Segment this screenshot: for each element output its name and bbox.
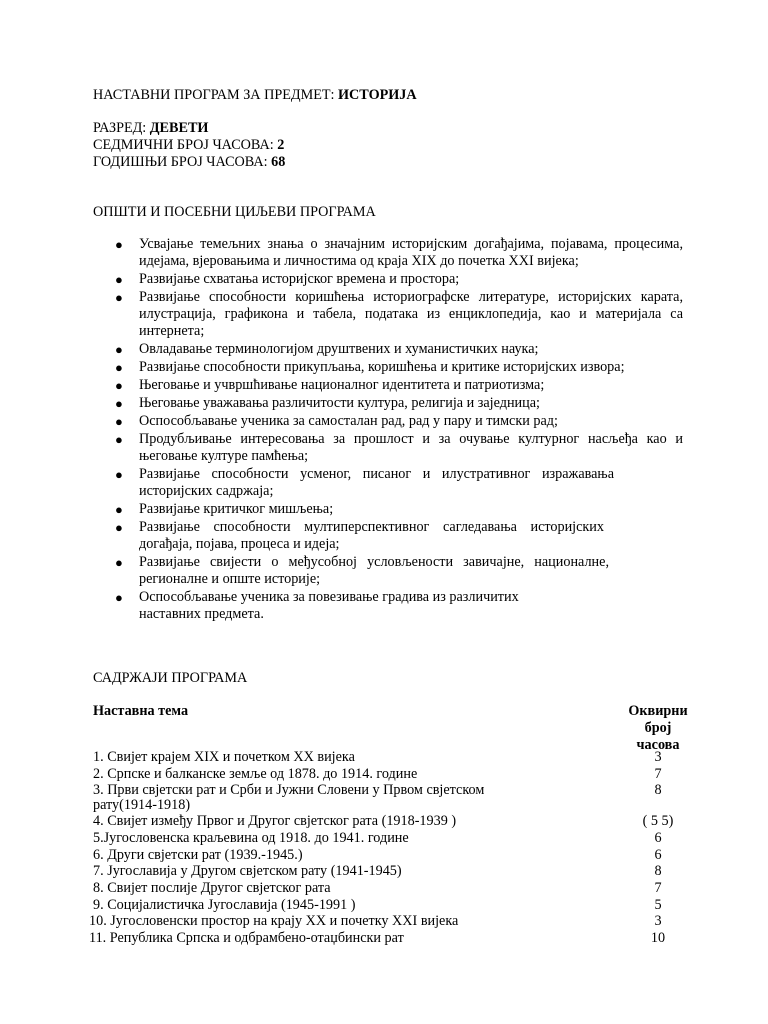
bullet-icon: ●: [115, 520, 123, 535]
list-item: ● Његовање уважавања различитости култура, религија и заједница;: [115, 395, 540, 411]
bullet-icon: ●: [115, 432, 123, 447]
table-row: 5.Југословенска краљевина од 1918. до 1941. године 6: [93, 830, 662, 846]
bullet-icon: ●: [115, 360, 123, 375]
yearly-hours-value: 68: [271, 154, 286, 170]
weekly-hours-line: [93, 137, 284, 154]
list-item: ● Развијање свијести о међусобној условљености завичајне, националне, регионалне и опште историје;: [115, 554, 609, 587]
bullet-icon: ●: [115, 290, 123, 305]
list-item: ● Развијање способности прикупљања, коришћења и критике историјских извора;: [115, 359, 625, 375]
list-item: ● Продубљивање интересовања за прошлост и за очување културног насљеђа као и његовање културе памћења;: [115, 431, 683, 464]
contents-heading: САДРЖАЈИ ПРОГРАМА: [93, 670, 248, 686]
goals-heading: ОПШТИ И ПОСЕБНИ ЦИЉЕВИ ПРОГРАМА: [93, 204, 376, 220]
grade-value: ДЕВЕТИ: [149, 120, 209, 136]
bullet-icon: ●: [115, 378, 123, 393]
table-row: 4. Свијет између Првог и Другог свјетског рата (1918-1939 ) ( 5 5): [93, 813, 674, 829]
list-item: ● Развијање способности коришћења историографске литературе, историјских карата, илустрација, графикона и табела, података из енциклопедија, као и материјала са интернета;: [115, 289, 683, 339]
weekly-hours-label: СЕДМИЧНИ БРОЈ ЧАСОВА:: [93, 137, 278, 153]
list-item: ● Његовање и учвршћивање националног идентитета и патриотизма;: [115, 377, 545, 393]
list-item: ● Развијање способности мултиперспективног сагледавања историјских догађаја, појава, процеса и идеја;: [115, 519, 604, 552]
weekly-hours-value: 2: [277, 137, 285, 153]
subject-name: ИСТОРИЈА: [338, 87, 417, 103]
bullet-icon: ●: [115, 467, 123, 482]
list-item: ● Оспособљавање ученика за самосталан рад, рад у пару и тимски рад;: [115, 413, 558, 429]
list-item: ● Развијање критичког мишљења;: [115, 501, 334, 517]
bullet-icon: ●: [115, 396, 123, 411]
bullet-icon: ●: [115, 555, 123, 570]
table-row: 10. Југословенски простор на крају XX и почетку XXI вијека 3: [89, 913, 662, 929]
list-item: ● Овладавање терминологијом друштвених и хуманистичких наука;: [115, 341, 539, 357]
list-item: ● Усвајање темељних знања о значајним историјским догађајима, појавама, процесима, идејама, вјеровањима и личностима од краја XIX до почетка XXI вијека;: [115, 236, 683, 269]
table-row: 7. Југославија у Другом свјетском рату (1941-1945) 8: [93, 863, 662, 879]
grade-line: [93, 120, 208, 137]
table-row: 3. Први свјетски рат и Срби и Јужни Словени у Првом свјетском рату(1914-1918) 8: [93, 782, 662, 813]
goals-list: [93, 236, 683, 624]
program-title: [93, 87, 417, 104]
bullet-icon: ●: [115, 342, 123, 357]
table-row: 8. Свијет послије Другог свјетског рата 7: [93, 880, 662, 896]
bullet-icon: ●: [115, 414, 123, 429]
grade-label: РАЗРЕД:: [93, 120, 150, 136]
table-row: 2. Српске и балканске земље од 1878. до 1914. године 7: [93, 766, 662, 782]
bullet-icon: ●: [115, 502, 123, 517]
hours-column-header: Оквирни број часова: [628, 703, 688, 753]
table-row: 1. Свијет крајем XIX и почетком XX вијека 3: [93, 749, 662, 765]
table-row: 9. Социјалистичка Југославија (1945-1991 ) 5: [93, 897, 662, 913]
program-title-prefix: НАСТАВНИ ПРОГРАМ ЗА ПРЕДМЕТ:: [93, 87, 339, 103]
list-item: ● Развијање схватања историјског времена и простора;: [115, 271, 460, 287]
table-row: 6. Други свјетски рат (1939.-1945.) 6: [93, 847, 662, 863]
topic-column-header: Наставна тема: [93, 703, 189, 719]
table-row: 11. Република Српска и одбрамбено-отаџбински рат 10: [89, 930, 666, 946]
list-item: ● Оспособљавање ученика за повезивање градива из различитих наставних предмета.: [115, 589, 519, 622]
bullet-icon: ●: [115, 590, 123, 605]
yearly-hours-line: [93, 154, 285, 171]
yearly-hours-label: ГОДИШЊИ БРОЈ ЧАСОВА:: [93, 154, 272, 170]
list-item: ● Развијање способности усменог, писаног и илустративног изражавања историјских садржаја;: [115, 466, 614, 499]
bullet-icon: ●: [115, 272, 123, 287]
bullet-icon: ●: [115, 237, 123, 252]
